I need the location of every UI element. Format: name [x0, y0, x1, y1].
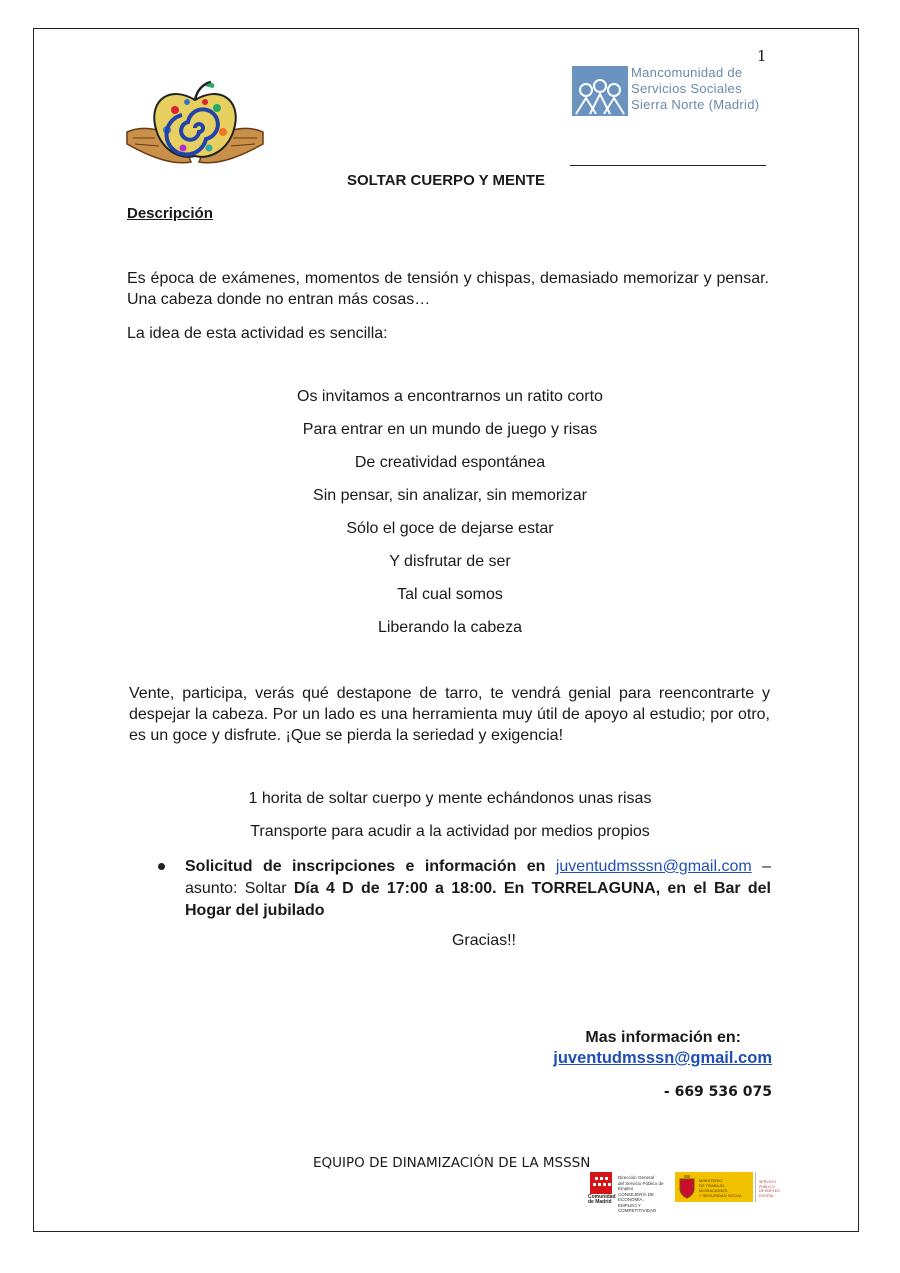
document-title: SOLTAR CUERPO Y MENTE [346, 172, 546, 189]
bullet-icon [158, 863, 165, 870]
more-info-email-link[interactable]: juventudmsssn@gmail.com [553, 1049, 772, 1067]
org-line-2: Servicios Sociales [631, 81, 742, 96]
poem-line: Sin pensar, sin analizar, sin memorizar [313, 487, 587, 504]
poem-line: Liberando la cabeza [377, 619, 523, 636]
poem-line: Os invitamos a encontrarnos un ratito corto [297, 388, 603, 405]
poem-line: Sólo el goce de dejarse estar [346, 520, 554, 537]
registration-subject: asunto: Soltar [185, 880, 287, 897]
page-number: 1 [757, 47, 767, 65]
header-divider [570, 165, 766, 166]
idea-paragraph: La idea de esta actividad es sencilla: [127, 325, 388, 342]
footer-team: EQUIPO DE DINAMIZACIÓN DE LA MSSSN [313, 1155, 591, 1171]
comunidad-madrid-logo [588, 1172, 680, 1213]
mancomunidad-logo [572, 66, 772, 122]
phone-number: - 669 536 075 [663, 1084, 772, 1100]
poem-line: Y disfrutar de ser [389, 553, 511, 570]
gob-text-line: MINISTERIO [699, 1178, 723, 1183]
org-line-1: Mancomunidad de [631, 65, 743, 80]
cam-text-line: del Servicio Público de Empleo [618, 1180, 664, 1191]
apple-hands-logo [125, 80, 265, 175]
registration-lead: Solicitud de inscripciones e información en [185, 858, 546, 875]
invitation-paragraph: Vente, participa, verás qué destapone de tarro, te vendrá genial para reencontrarte y despejar la cabeza. Por un lado es una herramienta muy útil de apoyo al estudio; por otro, es un goce y disfrute. ¡Que se pierda la seriedad y exigencia! [129, 685, 770, 744]
cam-text-line: EMPLEO Y COMPETITIVIDAD [618, 1202, 657, 1213]
gob-text-line: Y SEGURIDAD SOCIAL [699, 1193, 743, 1198]
detail-transport: Transporte para acudir a la actividad por medios propios [250, 823, 650, 840]
poem [0, 386, 900, 650]
registration-email-link[interactable]: juventudmsssn@gmail.com [555, 858, 752, 875]
intro-paragraph: Es época de exámenes, momentos de tensión y chispas, demasiado memorizar y pensar. Una cabeza donde no entran más cosas… [127, 270, 769, 308]
description-heading: Descripción [127, 205, 213, 222]
poem-line: De creatividad espontánea [354, 454, 546, 471]
registration-when-where: Día 4 D de 17:00 a 18:00. En TORRELAGUNA, en el Bar del Hogar del jubilado [185, 880, 771, 919]
detail-duration: 1 horita de soltar cuerpo y mente echándonos unas risas [248, 790, 652, 807]
people-icon [572, 66, 628, 116]
cam-text-line: CONSEJERÍA DE ECONOMÍA, [618, 1191, 655, 1202]
sepe-text-line: DE EMPLEO ESTATAL [759, 1189, 780, 1198]
madrid-flag-icon [590, 1172, 612, 1194]
thanks-text: Gracias!! [451, 932, 516, 949]
poem-line: Para entrar en un mundo de juego y risas [302, 421, 598, 438]
registration-dash: – [751, 858, 772, 875]
comunidad-madrid-name: Comunidad de Madrid [588, 1194, 616, 1205]
gob-text-line: DE TRABAJO, MIGRACIONES [699, 1183, 728, 1193]
spain-shield-icon [678, 1175, 696, 1199]
more-info-label: Mas información en: [585, 1029, 741, 1046]
poem-line: Tal cual somos [397, 586, 503, 603]
sepe-text-line: SERVICIO PÚBLICO [759, 1180, 777, 1189]
registration-bullet [185, 856, 771, 922]
cam-text-line: Dirección General [618, 1175, 655, 1180]
gobierno-espana-logo [675, 1172, 785, 1202]
org-line-3: Sierra Norte (Madrid) [631, 97, 760, 112]
more-info-email [553, 1049, 772, 1068]
